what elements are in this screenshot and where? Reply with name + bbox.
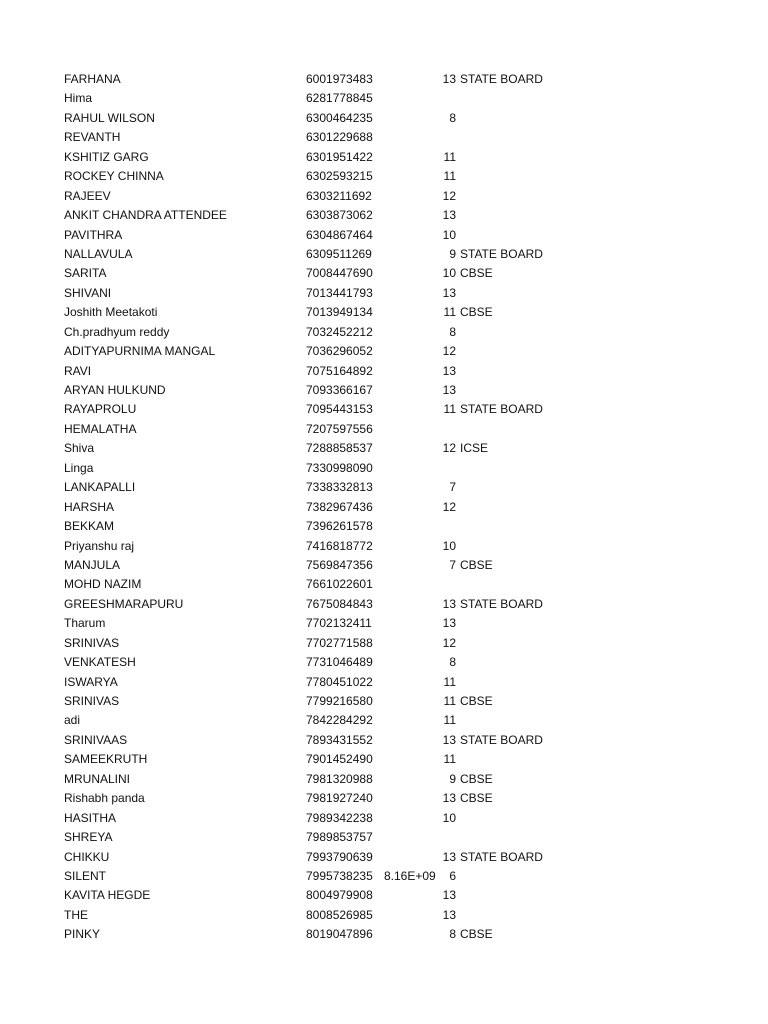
phone-cell: 7981927240 <box>306 791 373 806</box>
phone-cell: 7675084843 <box>306 596 373 611</box>
board-cell: CBSE <box>460 266 493 281</box>
name-cell: Joshith Meetakoti <box>64 305 158 320</box>
table-row <box>64 362 704 381</box>
grade-cell: 9 <box>449 771 456 786</box>
table-row <box>64 478 704 497</box>
grade-cell: 11 <box>443 305 456 320</box>
phone-cell: 7416818772 <box>306 538 373 553</box>
phone-cell: 6281778845 <box>306 91 373 106</box>
phone-cell: 7780451022 <box>306 674 373 689</box>
phone-cell: 7396261578 <box>306 519 373 534</box>
phone-cell: 7382967436 <box>306 499 373 514</box>
phone-cell: 7569847356 <box>306 557 373 572</box>
phone-cell: 6304867464 <box>306 227 373 242</box>
name-cell: ROCKEY CHINNA <box>64 169 164 184</box>
table-row <box>64 711 704 730</box>
phone-cell: 6302593215 <box>306 169 373 184</box>
table-row <box>64 575 704 594</box>
name-cell: Linga <box>64 460 94 475</box>
grade-cell: 13 <box>442 208 456 223</box>
name-cell: PAVITHRA <box>64 227 123 242</box>
table-row <box>64 848 704 867</box>
spreadsheet-page <box>64 70 704 945</box>
grade-cell: 10 <box>442 266 456 281</box>
table-row <box>64 595 704 614</box>
table-row <box>64 692 704 711</box>
grade-cell: 11 <box>443 402 456 417</box>
name-cell: SAMEEKRUTH <box>64 752 148 767</box>
phone-cell: 6309511269 <box>306 246 372 261</box>
table-row <box>64 284 704 303</box>
name-cell: ISWARYA <box>64 674 118 689</box>
name-cell: SILENT <box>64 868 107 883</box>
grade-cell: 8 <box>449 324 456 339</box>
name-cell: ADITYAPURNIMA MANGAL <box>64 344 216 359</box>
phone-cell: 7661022601 <box>306 577 373 592</box>
grade-cell: 11 <box>443 752 456 767</box>
phone-cell: 7799216580 <box>306 694 373 708</box>
phone-cell: 7901452490 <box>306 752 373 767</box>
grade-cell: 11 <box>443 713 456 728</box>
board-cell: CBSE <box>460 694 493 708</box>
table-row <box>64 925 704 944</box>
phone-cell: 7995738235 <box>306 868 373 883</box>
phone-cell: 6300464235 <box>306 110 373 125</box>
table-row <box>64 70 704 89</box>
phone-cell: 7842284292 <box>306 713 373 728</box>
phone-cell: 7981320988 <box>306 771 373 786</box>
table-row <box>64 226 704 245</box>
phone-cell: 7893431552 <box>306 732 373 747</box>
name-cell: Shiva <box>64 441 95 456</box>
table-row <box>64 109 704 128</box>
phone-cell: 6303211692 <box>306 188 372 203</box>
name-cell: Priyanshu raj <box>64 538 135 553</box>
table-row <box>64 809 704 828</box>
grade-cell: 8 <box>449 927 456 942</box>
table-row <box>64 517 704 536</box>
phone-cell: 7731046489 <box>306 655 373 670</box>
grade-cell: 7 <box>449 557 456 572</box>
grade-cell: 12 <box>442 188 456 203</box>
name-cell: SRINIVAS <box>64 635 120 650</box>
board-cell: CBSE <box>460 771 493 786</box>
phone-cell: 7032452212 <box>306 324 373 339</box>
board-cell: CBSE <box>460 791 493 806</box>
grade-cell: 9 <box>449 246 456 261</box>
name-cell: RAYAPROLU <box>64 402 137 417</box>
grade-cell: 12 <box>442 635 456 650</box>
phone-cell: 7989853757 <box>306 830 373 845</box>
phone-cell: 8008526985 <box>306 907 373 922</box>
name-cell: REVANTH <box>64 130 121 145</box>
board-cell: STATE BOARD <box>460 246 543 261</box>
board-cell: ICSE <box>460 441 489 456</box>
phone-cell: 7288858537 <box>306 441 373 456</box>
phone-cell: 7993790639 <box>306 849 373 864</box>
grade-cell: 8 <box>449 110 456 125</box>
phone-cell: 7093366167 <box>306 383 373 397</box>
board-cell: STATE BOARD <box>460 72 543 86</box>
grade-cell: 8 <box>449 655 456 670</box>
phone-cell: 7075164892 <box>306 363 373 378</box>
name-cell: FARHANA <box>64 72 121 86</box>
phone-cell: 7338332813 <box>306 480 373 495</box>
table-row <box>64 420 704 439</box>
name-cell: LANKAPALLI <box>64 480 136 495</box>
table-row <box>64 653 704 672</box>
grade-cell: 12 <box>442 344 456 359</box>
table-row <box>64 187 704 206</box>
name-cell: ANKIT CHANDRA ATTENDEE <box>64 208 227 223</box>
name-cell: MRUNALINI <box>64 771 131 786</box>
table-row <box>64 148 704 167</box>
table-row <box>64 323 704 342</box>
name-cell: MOHD NAZIM <box>64 577 142 592</box>
table-row <box>64 867 704 886</box>
name-cell: MANJULA <box>64 557 121 572</box>
grade-cell: 13 <box>442 791 456 806</box>
phone-cell: 7008447690 <box>306 266 373 281</box>
table-row <box>64 264 704 283</box>
table-row <box>64 731 704 750</box>
grade-cell: 11 <box>443 169 456 184</box>
name-cell: SHIVANI <box>64 285 112 300</box>
name-cell: RAHUL WILSON <box>64 110 155 125</box>
name-cell: THE <box>64 907 88 922</box>
grade-cell: 11 <box>443 149 456 164</box>
grade-cell: 13 <box>442 888 456 903</box>
table-row <box>64 673 704 692</box>
board-cell: STATE BOARD <box>460 596 543 611</box>
grade-cell: 10 <box>442 810 456 825</box>
table-row <box>64 634 704 653</box>
name-cell: RAVI <box>64 363 92 378</box>
grade-cell: 13 <box>442 285 456 300</box>
name-cell: CHIKKU <box>64 849 110 864</box>
grade-cell: 12 <box>442 499 456 514</box>
table-row <box>64 770 704 789</box>
table-row <box>64 828 704 847</box>
phone-cell: 7013441793 <box>306 285 373 300</box>
name-cell: SRINIVAAS <box>64 732 128 747</box>
name-cell: Hima <box>64 91 93 106</box>
grade-cell: 12 <box>442 441 456 456</box>
name-cell: VENKATESH <box>64 655 136 670</box>
name-cell: Tharum <box>64 616 106 631</box>
phone-cell: 6301229688 <box>306 130 373 145</box>
name-cell: PINKY <box>64 927 101 942</box>
table-row <box>64 614 704 633</box>
name-cell: ARYAN HULKUND <box>64 383 166 397</box>
name-cell: GREESHMARAPURU <box>64 596 184 611</box>
board-cell: STATE BOARD <box>460 849 543 864</box>
name-cell: SRINIVAS <box>64 694 120 708</box>
phone-cell: 7702771588 <box>306 635 373 650</box>
phone-cell: 7702132411 <box>306 616 372 631</box>
name-cell: Ch.pradhyum reddy <box>64 324 170 339</box>
table-row <box>64 167 704 186</box>
grade-cell: 13 <box>442 596 456 611</box>
grade-cell: 13 <box>442 383 456 397</box>
table-row <box>64 906 704 925</box>
table-row <box>64 303 704 322</box>
grade-cell: 10 <box>442 227 456 242</box>
name-cell: SHREYA <box>64 830 113 845</box>
phone-cell: 7036296052 <box>306 344 373 359</box>
phone-cell: 8019047896 <box>306 927 373 942</box>
grade-cell: 7 <box>449 480 456 495</box>
table-row <box>64 206 704 225</box>
table-row <box>64 498 704 517</box>
grade-cell: 13 <box>442 72 456 86</box>
grade-cell: 11 <box>443 674 456 689</box>
name-cell: HARSHA <box>64 499 115 514</box>
table-row <box>64 128 704 147</box>
table-row <box>64 459 704 478</box>
name-cell: HEMALATHA <box>64 421 137 436</box>
table-row <box>64 89 704 108</box>
phone-cell: 7095443153 <box>306 402 373 417</box>
table-row <box>64 342 704 361</box>
board-cell: STATE BOARD <box>460 402 543 417</box>
name-cell: KAVITA HEGDE <box>64 888 151 903</box>
phone-cell: 7013949134 <box>306 305 373 320</box>
phone-cell: 6001973483 <box>306 72 373 86</box>
board-cell: CBSE <box>460 305 493 320</box>
phone-cell: 7330998090 <box>306 460 373 475</box>
board-cell: STATE BOARD <box>460 732 543 747</box>
board-cell: CBSE <box>460 557 493 572</box>
name-cell: SARITA <box>64 266 107 281</box>
table-row <box>64 439 704 458</box>
name-cell: NALLAVULA <box>64 246 133 261</box>
name-cell: adi <box>64 713 81 728</box>
name-cell: HASITHA <box>64 810 117 825</box>
extra-value-cell: 8.16E+09 <box>384 868 436 883</box>
name-cell: Rishabh panda <box>64 791 145 806</box>
data-table <box>64 70 704 945</box>
grade-cell: 13 <box>442 732 456 747</box>
table-row <box>64 381 704 400</box>
grade-cell: 10 <box>442 538 456 553</box>
board-cell: CBSE <box>460 927 493 942</box>
table-row <box>64 245 704 264</box>
table-row <box>64 400 704 419</box>
name-cell: KSHITIZ GARG <box>64 149 149 164</box>
grade-cell: 13 <box>442 907 456 922</box>
phone-cell: 7989342238 <box>306 810 373 825</box>
grade-cell: 6 <box>449 868 456 883</box>
phone-cell: 7207597556 <box>306 421 373 436</box>
name-cell: BEKKAM <box>64 519 115 534</box>
table-row <box>64 789 704 808</box>
grade-cell: 13 <box>442 616 456 631</box>
table-row <box>64 750 704 769</box>
table-row <box>64 537 704 556</box>
table-row <box>64 556 704 575</box>
phone-cell: 6303873062 <box>306 208 373 223</box>
grade-cell: 11 <box>443 694 456 708</box>
name-cell: RAJEEV <box>64 188 111 203</box>
phone-cell: 8004979908 <box>306 888 373 903</box>
grade-cell: 13 <box>442 849 456 864</box>
phone-cell: 6301951422 <box>306 149 373 164</box>
grade-cell: 13 <box>442 363 456 378</box>
table-row <box>64 886 704 905</box>
